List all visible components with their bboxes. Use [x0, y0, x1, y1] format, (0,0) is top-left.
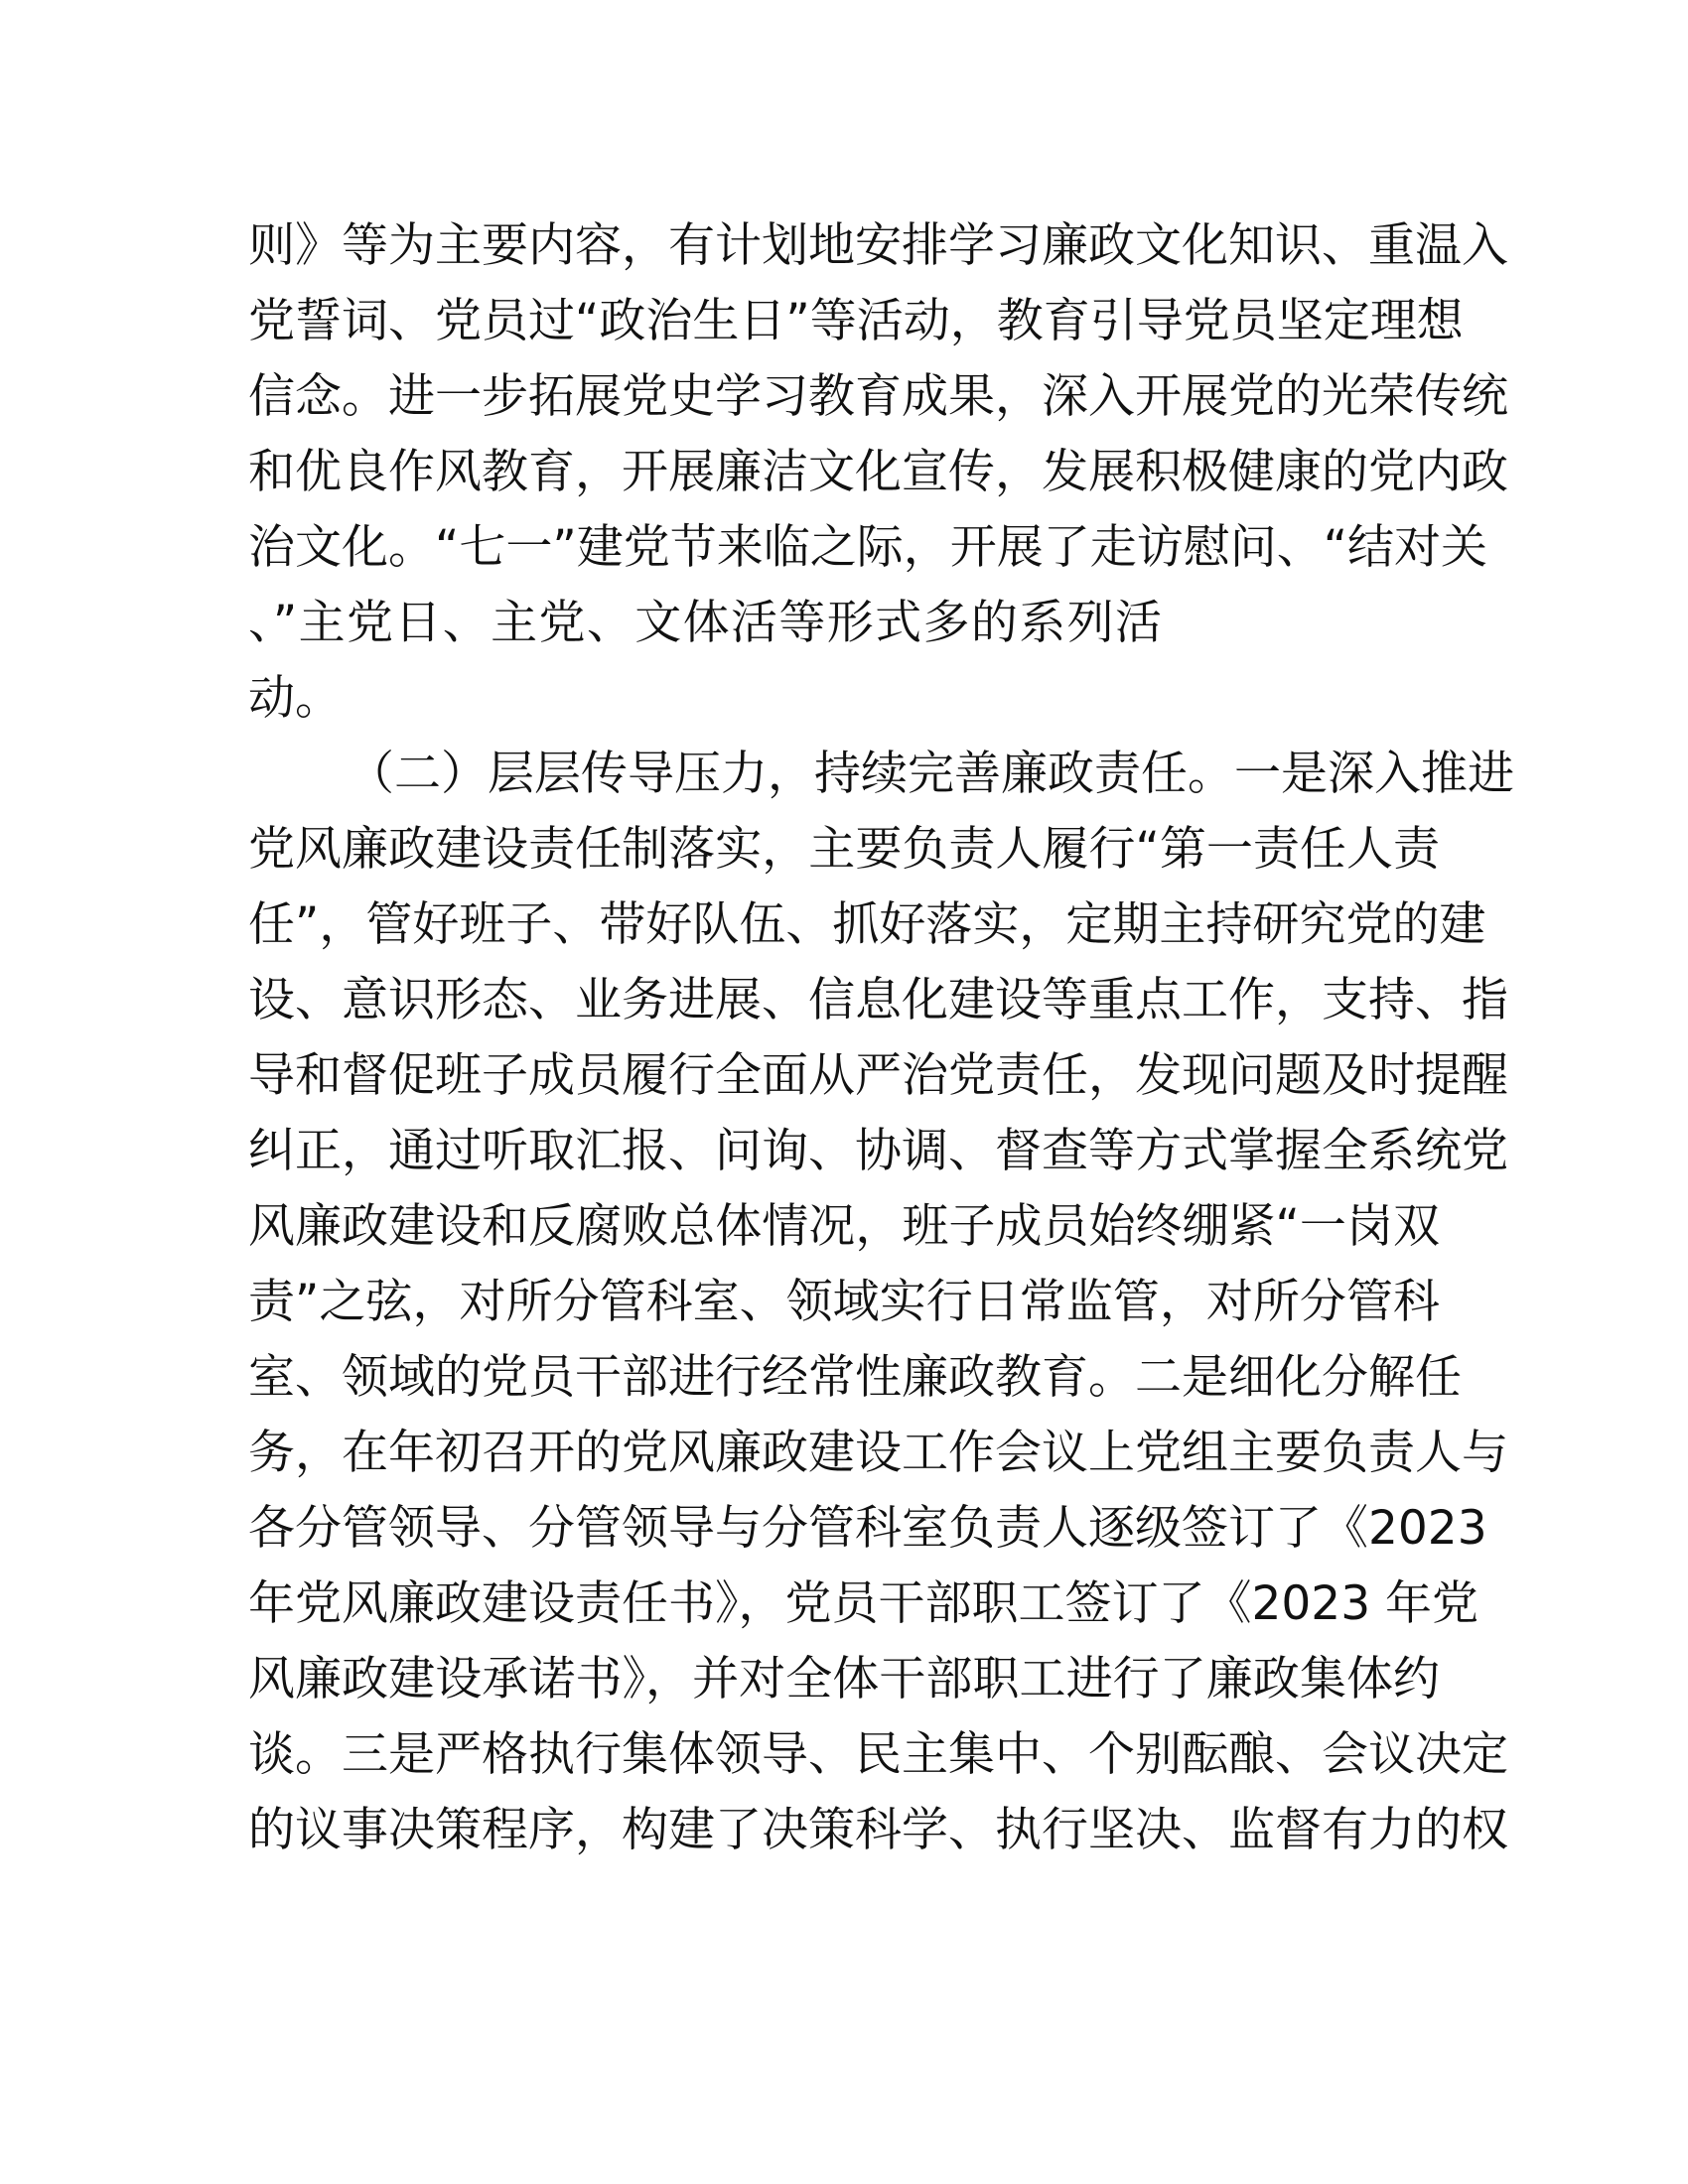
text-line: 信念。进一步拓展党史学习教育成果，深入开展党的光荣传统 [248, 369, 1508, 424]
text-line: 务，在年初召开的党风廉政建设工作会议上党组主要负责人与 [248, 1426, 1508, 1480]
text-line: 室、领域的党员干部进行经常性廉政教育。二是细化分解任 [248, 1350, 1462, 1405]
text-line: 的议事决策程序，构建了决策科学、执行坚决、监督有力的权 [248, 1803, 1508, 1857]
text-line: 谈。三是严格执行集体领导、民主集中、个别酝酿、会议决定 [248, 1727, 1508, 1782]
text-line: 各分管领导、分管领导与分管科室负责人逐级签订了《2023 [248, 1501, 1487, 1556]
text-line: 任”，管好班子、带好队伍、抓好落实，定期主持研究党的建 [248, 897, 1486, 952]
text-line: 责”之弦，对所分管科室、领域实行日常监管，对所分管科 [248, 1275, 1440, 1329]
text-line: 纠正，通过听取汇报、问询、协调、督查等方式掌握全系统党 [248, 1124, 1508, 1178]
text-line: 、”主党日、主党、文体活等形式多的系列活 [248, 596, 1162, 650]
text-line: 则》等为主要内容，有计划地安排学习廉政文化知识、重温入 [248, 218, 1508, 273]
text-line: 党誓词、党员过“政治生日”等活动，教育引导党员坚定理想 [248, 294, 1464, 348]
text-line: 党风廉政建设责任制落实，主要负责人履行“第一责任人责 [248, 822, 1440, 877]
text-line: 设、意识形态、业务进展、信息化建设等重点工作，支持、指 [248, 973, 1508, 1027]
text-line: 风廉政建设承诺书》，并对全体干部职工进行了廉政集体约 [248, 1652, 1440, 1706]
text-line: （二）层层传导压力，持续完善廉政责任。一是深入推进 [348, 747, 1514, 801]
text-line: 动。 [248, 671, 342, 726]
text-line: 和优良作风教育，开展廉洁文化宣传，发展积极健康的党内政 [248, 445, 1508, 499]
text-line: 风廉政建设和反腐败总体情况，班子成员始终绷紧“一岗双 [248, 1199, 1440, 1254]
text-line: 年党风廉政建设责任书》，党员干部职工签订了《2023 年党 [248, 1576, 1479, 1631]
text-line: 治文化。“七一”建党节来临之际，开展了走访慰问、“结对关 [248, 520, 1488, 575]
text-line: 导和督促班子成员履行全面从严治党责任，发现问题及时提醒 [248, 1048, 1508, 1103]
